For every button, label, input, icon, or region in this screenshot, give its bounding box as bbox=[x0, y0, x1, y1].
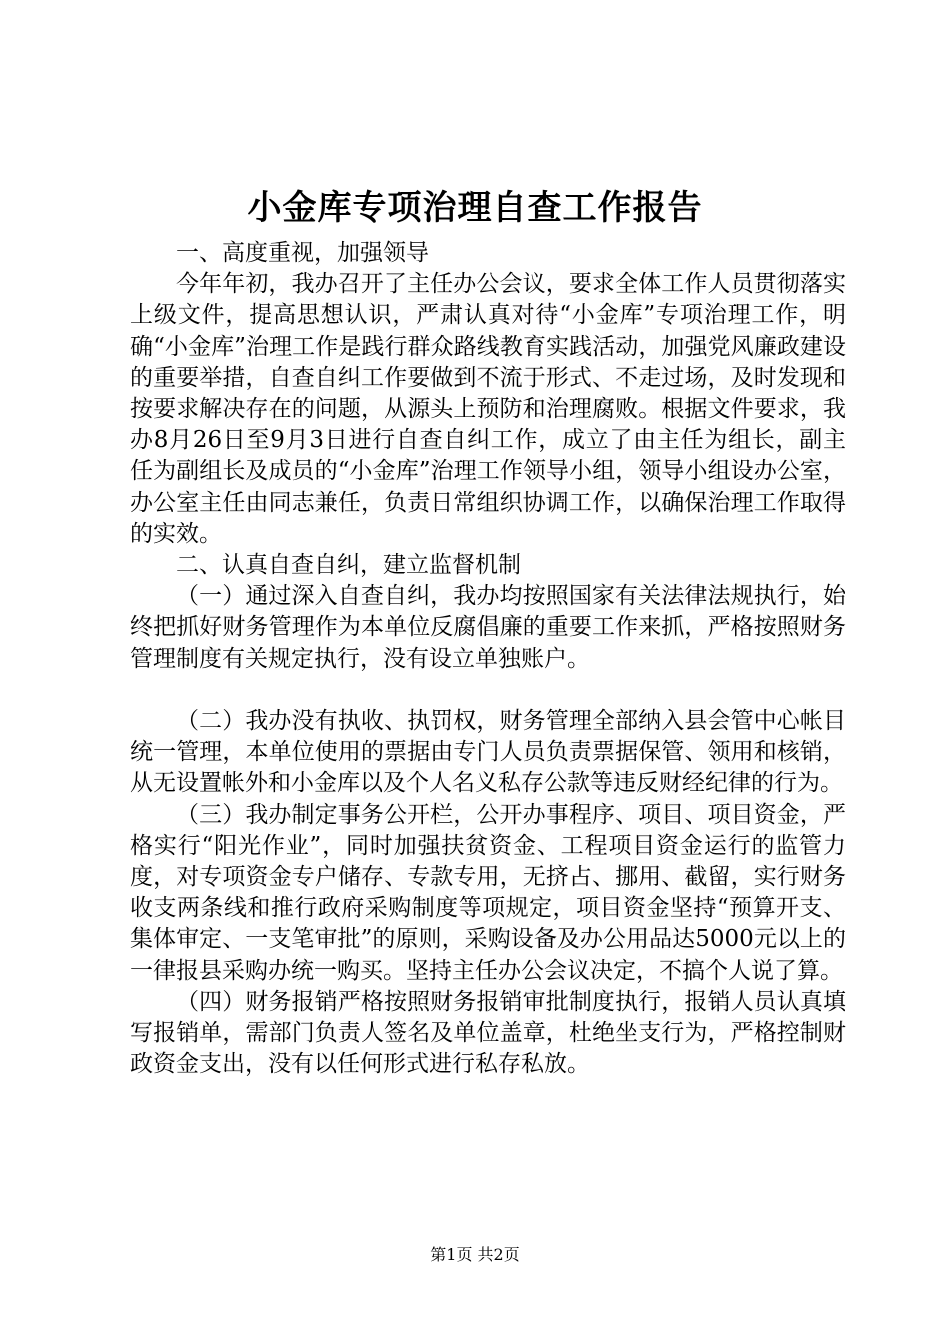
section-heading-1: 一、高度重视，加强领导 bbox=[176, 240, 429, 266]
document-body bbox=[130, 238, 846, 1080]
body-paragraph-item-4: （四）财务报销严格按照财务报销审批制度执行，报销人员认真填写报销单，需部门负责人签名及单位盖章，杜绝坐支行为，严格控制财政资金支出，没有以任何形式进行私存私放。 bbox=[130, 988, 846, 1078]
section-heading-2: 二、认真自查自纠，建立监督机制 bbox=[176, 552, 521, 579]
body-paragraph-item-2: （二）我办没有执收、执罚权，财务管理全部纳入县会管中心帐目统一管理，本单位使用的票据由专门人员负责票据保管、领用和核销，从无设置帐外和小金库以及个人名义私存公款等违反财经纪律的行为。 bbox=[130, 708, 846, 797]
page-footer: 第1页 共2页 bbox=[430, 1245, 520, 1264]
document-title: 小金库专项治理自查工作报告 bbox=[247, 188, 703, 228]
body-paragraph-1: 今年年初，我办召开了主任办公会议，要求全体工作人员贯彻落实上级文件，提高思想认识，严肃认真对待“小金库”专项治理工作，明确“小金库”治理工作是践行群众路线教育实践活动，加强党风廉政建设的重要举措，自查自纠工作要做到不流于形式、不走过场，及时发现和按要求解决存在的问题，从源头上预防和治理腐败。根据文件要求，我办8月26日至9月3日进行自查自纠工作，成立了由主任为组长，副主任为副组长及成员的“小金库”治理工作领导小组，领导小组设办公室，办公室主任由同志兼任，负责日常组织协调工作，以确保治理工作取得的实效。 bbox=[130, 271, 846, 547]
body-paragraph-item-3: （三）我办制定事务公开栏，公开办事程序、项目、项目资金，严格实行“阳光作业”，同时加强扶贫资金、工程项目资金运行的监管力度，对专项资金专户储存、专款专用，无挤占、挪用、截留，实行财务收支两条线和推行政府采购制度等项规定，项目资金坚持“预算开支、集体审定、一支笔审批”的原则，采购设备及办公用品达5000元以上的一律报县采购办统一购买。坚持主任办公会议决定，不搞个人说了算。 bbox=[130, 801, 846, 984]
body-paragraph-item-1: （一）通过深入自查自纠，我办均按照国家有关法律法规执行，始终把抓好财务管理作为本单位反腐倡廉的重要工作来抓，严格按照财务管理制度有关规定执行，没有设立单独账户。 bbox=[130, 583, 846, 672]
